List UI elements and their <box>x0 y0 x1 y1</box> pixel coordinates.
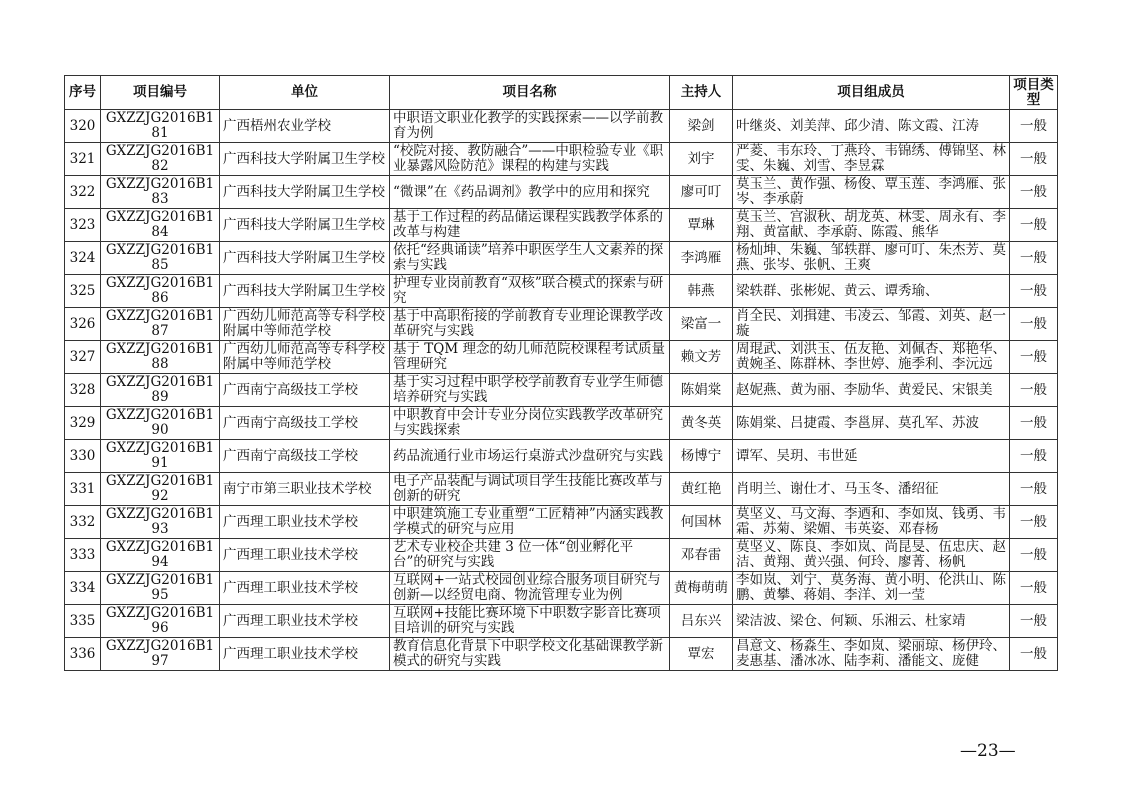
header-code: 项目编号 <box>101 76 220 110</box>
header-members: 项目组成员 <box>733 76 1010 110</box>
cell-seq: 325 <box>65 275 101 308</box>
cell-unit: 广西理工职业技术学校 <box>220 539 390 572</box>
table-row <box>65 572 1058 605</box>
table-row <box>65 209 1058 242</box>
cell-seq: 329 <box>65 407 101 440</box>
cell-code: GXZZJG2016B187 <box>101 308 220 341</box>
table-row <box>65 539 1058 572</box>
cell-project-name: “微课”在《药品调剂》教学中的应用和探究 <box>390 176 670 209</box>
page-number: —23— <box>960 741 1016 761</box>
header-unit: 单位 <box>220 76 390 110</box>
cell-leader: 赖文芳 <box>670 341 733 374</box>
cell-seq: 320 <box>65 110 101 143</box>
cell-members: 陈娟棠、吕捷霞、李邕屏、莫孔军、苏波 <box>733 407 1010 440</box>
header-type: 项目类型 <box>1010 76 1058 110</box>
cell-type: 一般 <box>1010 176 1058 209</box>
cell-members: 莫玉兰、黄作强、杨俊、覃玉莲、李鸿雁、张岑、李承蔚 <box>733 176 1010 209</box>
cell-code: GXZZJG2016B185 <box>101 242 220 275</box>
cell-type: 一般 <box>1010 638 1058 671</box>
cell-code: GXZZJG2016B192 <box>101 473 220 506</box>
table-row <box>65 176 1058 209</box>
cell-unit: 广西南宁高级技工学校 <box>220 440 390 473</box>
cell-members: 梁轶群、张彬妮、黄云、谭秀瑜、 <box>733 275 1010 308</box>
cell-code: GXZZJG2016B194 <box>101 539 220 572</box>
cell-leader: 梁剑 <box>670 110 733 143</box>
header-seq: 序号 <box>65 76 101 110</box>
cell-project-name: 互联网+一站式校园创业综合服务项目研究与创新—以经贸电商、物流管理专业为例 <box>390 572 670 605</box>
cell-members: 梁洁波、梁仓、何颖、乐湘云、杜家靖 <box>733 605 1010 638</box>
cell-leader: 覃琳 <box>670 209 733 242</box>
cell-leader: 刘宇 <box>670 143 733 176</box>
cell-project-name: 药品流通行业市场运行桌游式沙盘研究与实践 <box>390 440 670 473</box>
cell-seq: 322 <box>65 176 101 209</box>
cell-project-name: 基于实习过程中职学校学前教育专业学生师德培养研究与实践 <box>390 374 670 407</box>
cell-project-name: 中职建筑施工专业重塑“工匠精神”内涵实践教学模式的研究与应用 <box>390 506 670 539</box>
table-row <box>65 473 1058 506</box>
cell-leader: 吕东兴 <box>670 605 733 638</box>
cell-code: GXZZJG2016B196 <box>101 605 220 638</box>
cell-members: 叶继炎、刘美萍、邱少清、陈文霞、江涛 <box>733 110 1010 143</box>
cell-type: 一般 <box>1010 440 1058 473</box>
cell-type: 一般 <box>1010 407 1058 440</box>
cell-seq: 324 <box>65 242 101 275</box>
cell-type: 一般 <box>1010 242 1058 275</box>
cell-code: GXZZJG2016B188 <box>101 341 220 374</box>
table-row <box>65 506 1058 539</box>
cell-members: 莫坚义、马文海、李迺和、李如岚、钱勇、韦霜、苏菊、梁媚、韦英姿、邓春杨 <box>733 506 1010 539</box>
cell-unit: 广西南宁高级技工学校 <box>220 374 390 407</box>
cell-code: GXZZJG2016B184 <box>101 209 220 242</box>
table-row <box>65 242 1058 275</box>
cell-members: 谭军、吴玥、韦世延 <box>733 440 1010 473</box>
cell-code: GXZZJG2016B183 <box>101 176 220 209</box>
cell-type: 一般 <box>1010 605 1058 638</box>
cell-project-name: “校院对接、教防融合”——中职检验专业《职业暴露风险防范》课程的构建与实践 <box>390 143 670 176</box>
cell-unit: 广西科技大学附属卫生学校 <box>220 176 390 209</box>
cell-unit: 广西幼儿师范高等专科学校附属中等师范学校 <box>220 341 390 374</box>
cell-type: 一般 <box>1010 143 1058 176</box>
cell-type: 一般 <box>1010 572 1058 605</box>
cell-leader: 杨博宁 <box>670 440 733 473</box>
cell-members: 李如岚、刘宁、莫务海、黄小明、伦洪山、陈鹏、黄攀、蒋娟、李洋、刘一莹 <box>733 572 1010 605</box>
cell-leader: 廖可叮 <box>670 176 733 209</box>
cell-seq: 334 <box>65 572 101 605</box>
cell-unit: 广西科技大学附属卫生学校 <box>220 242 390 275</box>
cell-type: 一般 <box>1010 473 1058 506</box>
cell-seq: 326 <box>65 308 101 341</box>
cell-members: 莫坚义、陈良、李如岚、尚昆旻、伍忠庆、赵洁、黄翔、黄兴强、何玲、廖菁、杨帆 <box>733 539 1010 572</box>
cell-code: GXZZJG2016B197 <box>101 638 220 671</box>
cell-seq: 331 <box>65 473 101 506</box>
cell-code: GXZZJG2016B193 <box>101 506 220 539</box>
cell-seq: 330 <box>65 440 101 473</box>
cell-leader: 李鸿雁 <box>670 242 733 275</box>
cell-leader: 黄红艳 <box>670 473 733 506</box>
cell-code: GXZZJG2016B190 <box>101 407 220 440</box>
cell-code: GXZZJG2016B191 <box>101 440 220 473</box>
cell-code: GXZZJG2016B189 <box>101 374 220 407</box>
cell-members: 周琨武、刘洪玉、伍友艳、刘佩杏、郑艳华、黄婉圣、陈群林、李世婷、施季利、李沅远 <box>733 341 1010 374</box>
table-row <box>65 605 1058 638</box>
cell-unit: 广西南宁高级技工学校 <box>220 407 390 440</box>
cell-type: 一般 <box>1010 341 1058 374</box>
table-row <box>65 638 1058 671</box>
cell-project-name: 依托“经典诵读”培养中职医学生人文素养的探索与实践 <box>390 242 670 275</box>
cell-members: 杨灿坤、朱巍、邹轶群、廖可叮、朱杰芳、莫燕、张岑、张帆、王爽 <box>733 242 1010 275</box>
cell-type: 一般 <box>1010 539 1058 572</box>
table-row <box>65 341 1058 374</box>
table-row <box>65 143 1058 176</box>
cell-members: 昌意文、杨淼生、李如岚、梁丽琼、杨伊玲、麦惠基、潘冰冰、陆李莉、潘能文、庞健 <box>733 638 1010 671</box>
cell-seq: 323 <box>65 209 101 242</box>
cell-project-name: 基于工作过程的药品储运课程实践教学体系的改革与构建 <box>390 209 670 242</box>
cell-project-name: 中职教育中会计专业分岗位实践教学改革研究与实践探索 <box>390 407 670 440</box>
cell-leader: 陈娟棠 <box>670 374 733 407</box>
cell-members: 赵妮燕、黄为丽、李励华、黄爱民、宋银美 <box>733 374 1010 407</box>
cell-leader: 韩燕 <box>670 275 733 308</box>
cell-project-name: 中职语文职业化教学的实践探索——以学前教育为例 <box>390 110 670 143</box>
table-header-row <box>65 76 1058 110</box>
table-row <box>65 275 1058 308</box>
cell-unit: 广西梧州农业学校 <box>220 110 390 143</box>
cell-members: 肖明兰、谢仕才、马玉冬、潘绍征 <box>733 473 1010 506</box>
cell-leader: 何国林 <box>670 506 733 539</box>
cell-project-name: 基于中高职衔接的学前教育专业理论课教学改革研究与实践 <box>390 308 670 341</box>
header-name: 项目名称 <box>390 76 670 110</box>
table-row <box>65 407 1058 440</box>
cell-unit: 广西理工职业技术学校 <box>220 572 390 605</box>
cell-unit: 广西科技大学附属卫生学校 <box>220 275 390 308</box>
cell-unit: 南宁市第三职业技术学校 <box>220 473 390 506</box>
cell-leader: 黄冬英 <box>670 407 733 440</box>
cell-seq: 332 <box>65 506 101 539</box>
cell-project-name: 护理专业岗前教育“双核”联合模式的探索与研究 <box>390 275 670 308</box>
cell-seq: 333 <box>65 539 101 572</box>
cell-type: 一般 <box>1010 506 1058 539</box>
cell-unit: 广西幼儿师范高等专科学校附属中等师范学校 <box>220 308 390 341</box>
cell-seq: 336 <box>65 638 101 671</box>
cell-unit: 广西理工职业技术学校 <box>220 638 390 671</box>
cell-code: GXZZJG2016B182 <box>101 143 220 176</box>
cell-seq: 328 <box>65 374 101 407</box>
cell-leader: 邓春雷 <box>670 539 733 572</box>
cell-type: 一般 <box>1010 275 1058 308</box>
cell-code: GXZZJG2016B181 <box>101 110 220 143</box>
cell-leader: 黄梅萌萌 <box>670 572 733 605</box>
cell-members: 严菱、韦东玲、丁燕玲、韦锦绣、傅锦坚、林雯、朱巍、刘雪、李昱霖 <box>733 143 1010 176</box>
cell-seq: 335 <box>65 605 101 638</box>
cell-project-name: 互联网+技能比赛环境下中职数字影音比赛项目培训的研究与实践 <box>390 605 670 638</box>
table-row <box>65 110 1058 143</box>
cell-leader: 梁富一 <box>670 308 733 341</box>
cell-project-name: 教育信息化背景下中职学校文化基础课教学新模式的研究与实践 <box>390 638 670 671</box>
cell-code: GXZZJG2016B195 <box>101 572 220 605</box>
cell-type: 一般 <box>1010 110 1058 143</box>
cell-project-name: 基于 TQM 理念的幼儿师范院校课程考试质量管理研究 <box>390 341 670 374</box>
cell-type: 一般 <box>1010 374 1058 407</box>
table-body <box>65 110 1058 671</box>
cell-code: GXZZJG2016B186 <box>101 275 220 308</box>
cell-seq: 327 <box>65 341 101 374</box>
cell-unit: 广西理工职业技术学校 <box>220 605 390 638</box>
cell-seq: 321 <box>65 143 101 176</box>
project-table <box>64 75 1058 671</box>
cell-project-name: 艺术专业校企共建 3 位一体“创业孵化平台”的研究与实践 <box>390 539 670 572</box>
header-leader: 主持人 <box>670 76 733 110</box>
cell-members: 肖全民、刘揖建、韦凌云、邹霞、刘英、赵一璇 <box>733 308 1010 341</box>
table-row <box>65 308 1058 341</box>
cell-unit: 广西科技大学附属卫生学校 <box>220 143 390 176</box>
table-row <box>65 440 1058 473</box>
cell-project-name: 电子产品装配与调试项目学生技能比赛改革与创新的研究 <box>390 473 670 506</box>
cell-type: 一般 <box>1010 209 1058 242</box>
cell-leader: 覃宏 <box>670 638 733 671</box>
cell-members: 莫玉兰、宫淑秋、胡龙英、林雯、周永有、李翔、黄富献、李承蔚、陈霞、熊华 <box>733 209 1010 242</box>
cell-unit: 广西理工职业技术学校 <box>220 506 390 539</box>
table-row <box>65 374 1058 407</box>
cell-unit: 广西科技大学附属卫生学校 <box>220 209 390 242</box>
cell-type: 一般 <box>1010 308 1058 341</box>
